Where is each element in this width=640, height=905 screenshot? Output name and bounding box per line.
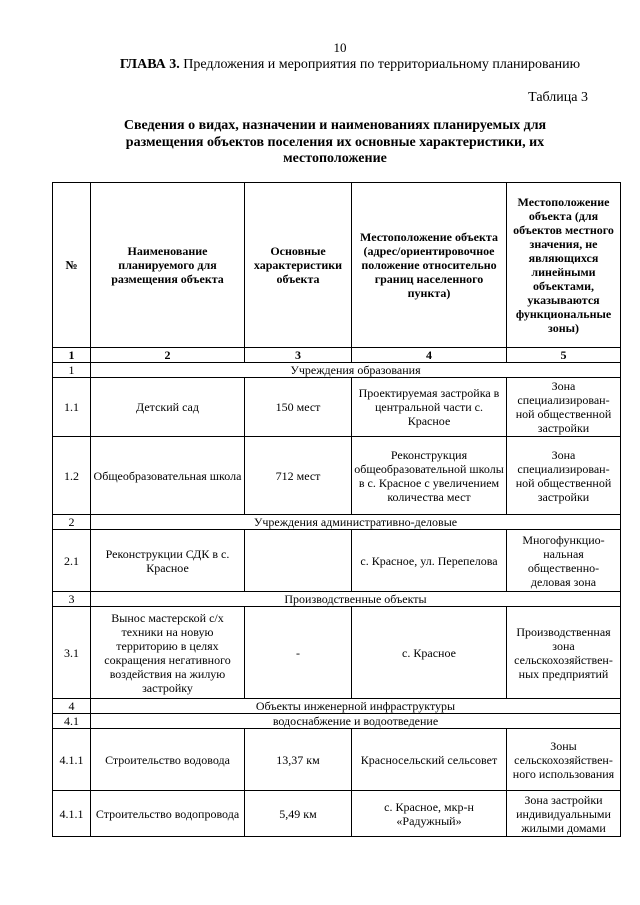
object-location: Красносельский сельсовет [352, 729, 507, 791]
table-row [53, 437, 621, 515]
object-name: Реконструкции СДК в с. Красное [91, 530, 245, 592]
object-zone: Зона специализирован-ной общественной застройки [507, 378, 621, 437]
section-title: Учреждения административно-деловые [91, 515, 621, 530]
section-row [53, 363, 621, 378]
column-number: 3 [245, 348, 352, 363]
section-row [53, 592, 621, 607]
table-label: Таблица 3 [528, 90, 588, 105]
object-location: Проектируемая застройка в центральной части с. Красное [352, 378, 507, 437]
section-title: Производственные объекты [91, 592, 621, 607]
object-characteristics: - [245, 607, 352, 699]
section-number: 1 [53, 363, 91, 378]
chapter-title: Предложения и мероприятия по территориальному планированию [183, 57, 581, 72]
table-row [53, 378, 621, 437]
object-characteristics: 712 мест [245, 437, 352, 515]
table-caption: Сведения о видах, назначении и наименованиях планируемых для размещения объектов поселения их основные характеристики, их местоположение [123, 118, 547, 166]
row-number: 4.1.1 [53, 729, 91, 791]
section-row [53, 699, 621, 714]
column-number: 4 [352, 348, 507, 363]
object-name: Детский сад [91, 378, 245, 437]
planned-objects-table [52, 182, 621, 837]
header-cell-location: Местоположение объекта (адрес/ориентировочное положение относительно границ населенного пункта) [352, 183, 507, 348]
row-number: 4.1.1 [53, 791, 91, 837]
column-number-row [53, 348, 621, 363]
object-zone: Производственная зона сельскохозяйствен-ных предприятий [507, 607, 621, 699]
section-number: 4.1 [53, 714, 91, 729]
header-cell-characteristics: Основные характеристики объекта [245, 183, 352, 348]
object-location: с. Красное, мкр-н «Радужный» [352, 791, 507, 837]
object-zone: Зона застройки индивидуальными жилыми домами [507, 791, 621, 837]
row-number: 3.1 [53, 607, 91, 699]
object-name: Вынос мастерской с/х техники на новую территорию в целях сокращения негативного воздействия на жилую застройку [91, 607, 245, 699]
section-number: 4 [53, 699, 91, 714]
object-location: с. Красное [352, 607, 507, 699]
object-characteristics [245, 530, 352, 592]
page-number: 10 [333, 40, 347, 55]
section-number: 3 [53, 592, 91, 607]
column-number: 1 [53, 348, 91, 363]
section-title: водоснабжение и водоотведение [91, 714, 621, 729]
chapter-label: ГЛАВА 3. [119, 57, 180, 72]
object-name: Строительство водопровода [91, 791, 245, 837]
row-number: 1.1 [53, 378, 91, 437]
object-characteristics: 150 мест [245, 378, 352, 437]
table-row [53, 791, 621, 837]
row-number: 1.2 [53, 437, 91, 515]
column-number: 2 [91, 348, 245, 363]
header-cell-number: № [53, 183, 91, 348]
object-zone: Зона специализирован-ной общественной застройки [507, 437, 621, 515]
object-name: Строительство водовода [91, 729, 245, 791]
object-zone: Зоны сельскохозяйствен-ного использования [507, 729, 621, 791]
object-location: с. Красное, ул. Перепелова [352, 530, 507, 592]
column-number: 5 [507, 348, 621, 363]
header-cell-name: Наименование планируемого для размещения объекта [91, 183, 245, 348]
object-name: Общеобразовательная школа [91, 437, 245, 515]
header-cell-zone: Местоположение объекта (для объектов местного значения, не являющихся линейными объектами, указываются функциональные зоны) [507, 183, 621, 348]
object-zone: Многофункцио-нальная общественно-деловая зона [507, 530, 621, 592]
section-title: Учреждения образования [91, 363, 621, 378]
section-row [53, 515, 621, 530]
row-number: 2.1 [53, 530, 91, 592]
table-row [53, 607, 621, 699]
section-title: Объекты инженерной инфраструктуры [91, 699, 621, 714]
object-characteristics: 13,37 км [245, 729, 352, 791]
section-number: 2 [53, 515, 91, 530]
header-row [53, 183, 621, 348]
table-row [53, 530, 621, 592]
chapter-heading [100, 56, 600, 73]
object-characteristics: 5,49 км [245, 791, 352, 837]
object-location: Реконструкция общеобразовательной школы в с. Красное с увеличением количества мест [352, 437, 507, 515]
subsection-row [53, 714, 621, 729]
table-row [53, 729, 621, 791]
